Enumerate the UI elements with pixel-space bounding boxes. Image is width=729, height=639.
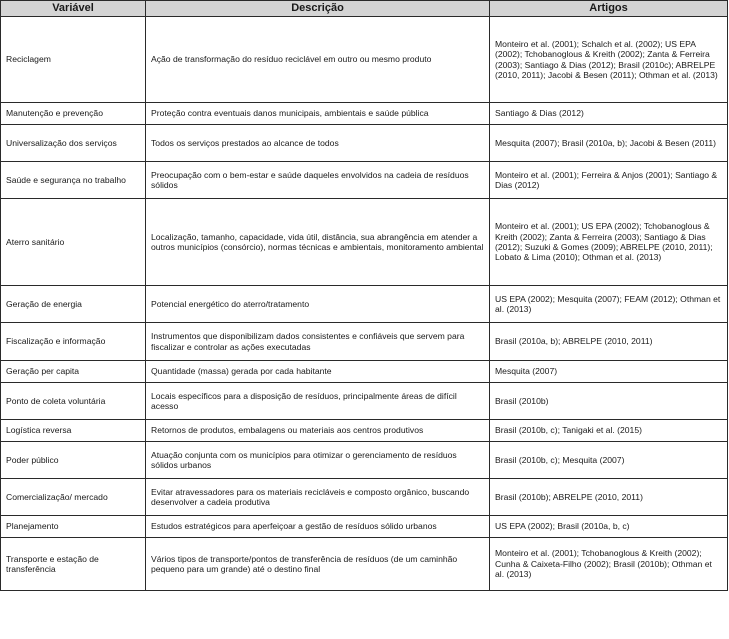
table-row (1, 479, 728, 516)
table-row (1, 361, 728, 383)
cell-artigos: Monteiro et al. (2001); Schalch et al. (2002); US EPA (2002); Tchobanoglous & Kreith (2002); Zanta & Ferreira (2003); Santiago & Dias (2012); Brasil (2010c); ABRELPE (2010, 2011); Jacobi & Besen (2011); Othman et al. (2013) (490, 17, 728, 103)
cell-descricao: Todos os serviços prestados ao alcance de todos (146, 125, 490, 162)
cell-descricao: Proteção contra eventuais danos municipais, ambientais e saúde pública (146, 103, 490, 125)
cell-variavel: Poder público (1, 442, 146, 479)
cell-descricao: Potencial energético do aterro/tratamento (146, 286, 490, 323)
cell-variavel: Aterro sanitário (1, 199, 146, 286)
cell-descricao: Quantidade (massa) gerada por cada habitante (146, 361, 490, 383)
cell-variavel: Planejamento (1, 516, 146, 538)
table-row (1, 17, 728, 103)
cell-descricao: Ação de transformação do resíduo reciclável em outro ou mesmo produto (146, 17, 490, 103)
cell-artigos: Brasil (2010a, b); ABRELPE (2010, 2011) (490, 323, 728, 361)
cell-artigos: Brasil (2010b, c); Tanigaki et al. (2015) (490, 420, 728, 442)
cell-artigos: Brasil (2010b) (490, 383, 728, 420)
cell-artigos: US EPA (2002); Mesquita (2007); FEAM (2012); Othman et al. (2013) (490, 286, 728, 323)
cell-artigos: Monteiro et al. (2001); US EPA (2002); Tchobanoglous & Kreith (2002); Zanta & Ferreira (2003); Santiago & Dias (2012); Suzuki & Gomes (2009); ABRELPE (2010, 2011); Lobato & Lima (2010); Othman et al. (2013) (490, 199, 728, 286)
cell-artigos: Mesquita (2007); Brasil (2010a, b); Jacobi & Besen (2011) (490, 125, 728, 162)
cell-artigos: Mesquita (2007) (490, 361, 728, 383)
cell-descricao: Evitar atravessadores para os materiais recicláveis e composto orgânico, buscando desenvolver a cadeia produtiva (146, 479, 490, 516)
header-artigos: Artigos (490, 1, 728, 17)
table-row (1, 199, 728, 286)
table-row (1, 383, 728, 420)
cell-variavel: Geração per capita (1, 361, 146, 383)
cell-descricao: Preocupação com o bem-estar e saúde daqueles envolvidos na cadeia de resíduos sólidos (146, 162, 490, 199)
header-descricao: Descrição (146, 1, 490, 17)
table-row (1, 286, 728, 323)
cell-descricao: Vários tipos de transporte/pontos de transferência de resíduos (de um caminhão pequeno para um grande) até o destino final (146, 538, 490, 591)
cell-artigos: Monteiro et al. (2001); Tchobanoglous & Kreith (2002); Cunha & Caixeta-Filho (2002); Brasil (2010b); Othman et al. (2013) (490, 538, 728, 591)
cell-descricao: Instrumentos que disponibilizam dados consistentes e confiáveis que servem para fiscalizar e controlar as ações executadas (146, 323, 490, 361)
table-row (1, 323, 728, 361)
cell-variavel: Ponto de coleta voluntária (1, 383, 146, 420)
cell-variavel: Universalização dos serviços (1, 125, 146, 162)
cell-artigos: Brasil (2010b, c); Mesquita (2007) (490, 442, 728, 479)
table-row (1, 538, 728, 591)
cell-variavel: Fiscalização e informação (1, 323, 146, 361)
table-row (1, 103, 728, 125)
cell-variavel: Manutenção e prevenção (1, 103, 146, 125)
table-row (1, 162, 728, 199)
cell-descricao: Estudos estratégicos para aperfeiçoar a gestão de resíduos sólido urbanos (146, 516, 490, 538)
cell-variavel: Saúde e segurança no trabalho (1, 162, 146, 199)
cell-variavel: Geração de energia (1, 286, 146, 323)
cell-artigos: US EPA (2002); Brasil (2010a, b, c) (490, 516, 728, 538)
table-row (1, 420, 728, 442)
table-row (1, 516, 728, 538)
cell-artigos: Monteiro et al. (2001); Ferreira & Anjos (2001); Santiago & Dias (2012) (490, 162, 728, 199)
cell-variavel: Reciclagem (1, 17, 146, 103)
cell-artigos: Santiago & Dias (2012) (490, 103, 728, 125)
table-row (1, 442, 728, 479)
table-row (1, 125, 728, 162)
cell-descricao: Locais específicos para a disposição de resíduos, principalmente áreas de difícil acesso (146, 383, 490, 420)
cell-artigos: Brasil (2010b); ABRELPE (2010, 2011) (490, 479, 728, 516)
header-row (1, 1, 728, 17)
cell-variavel: Transporte e estação de transferência (1, 538, 146, 591)
cell-variavel: Logística reversa (1, 420, 146, 442)
cell-descricao: Retornos de produtos, embalagens ou materiais aos centros produtivos (146, 420, 490, 442)
cell-descricao: Localização, tamanho, capacidade, vida útil, distância, sua abrangência em atender a outros municípios (consórcio), normas técnicas e ambientais, monitoramento ambiental (146, 199, 490, 286)
cell-descricao: Atuação conjunta com os municípios para otimizar o gerenciamento de resíduos sólidos urbanos (146, 442, 490, 479)
header-variavel: Variável (1, 1, 146, 17)
cell-variavel: Comercialização/ mercado (1, 479, 146, 516)
